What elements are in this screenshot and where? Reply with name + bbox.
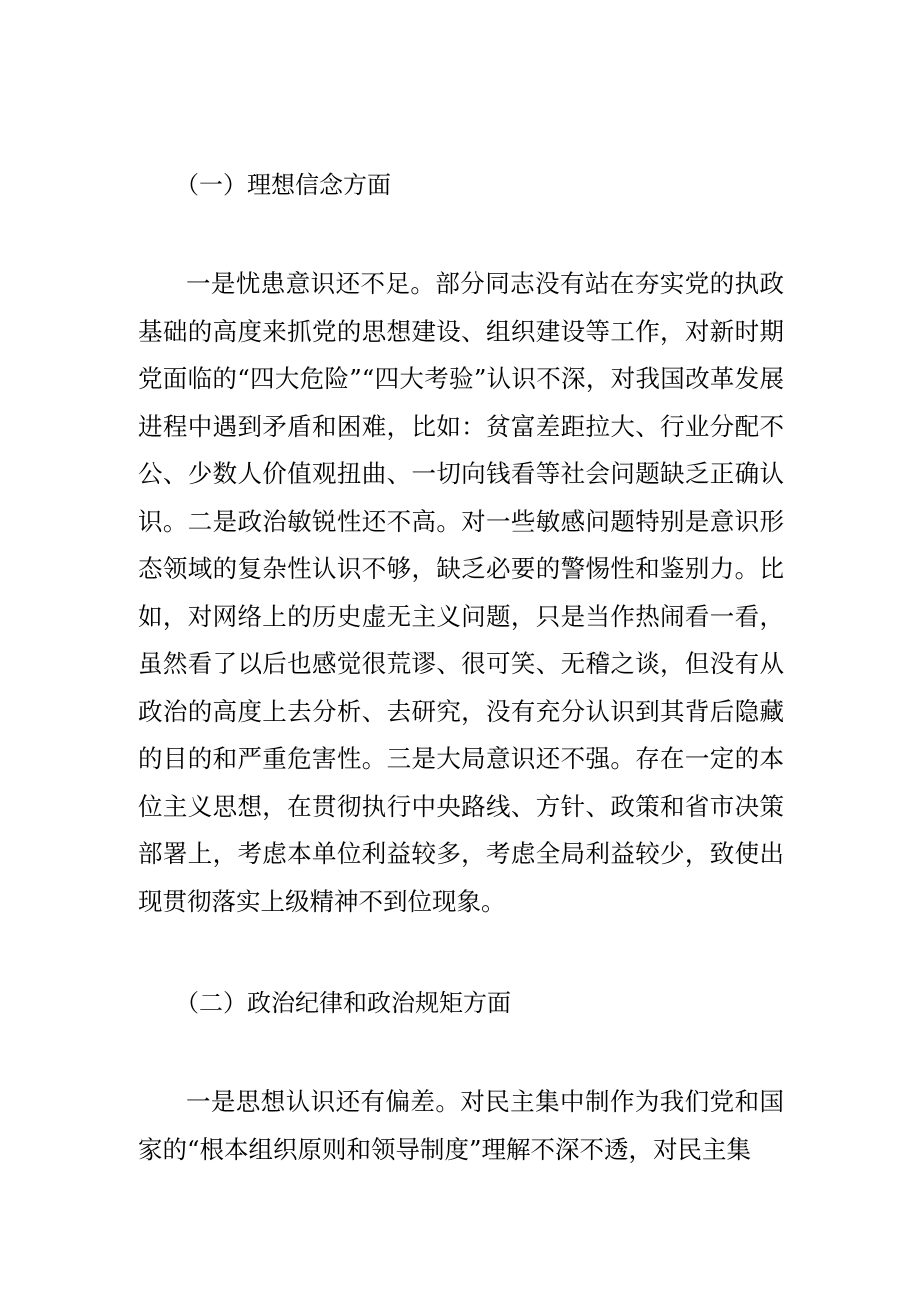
- section-paragraph-1: 一是忧患意识还不足。部分同志没有站在夯实党的执政基础的高度来抓党的思想建设、组织建设等工作，对新时期党面临的“四大危险”“四大考验”认识不深，对我国改革发展进程中遇到矛盾和困难，比如：贫富差距拉大、行业分配不公、少数人价值观扭曲、一切向钱看等社会问题缺乏正确认识。二是政治敏锐性还不高。对一些敏感问题特别是意识形态领域的复杂性认识不够，缺乏必要的警惕性和鉴别力。比如，对网络上的历史虚无主义问题，只是当作热闹看一看，虽然看了以后也感觉很荒谬、很可笑、无稽之谈，但没有从政治的高度上去分析、去研究，没有充分认识到其背后隐藏的目的和严重危害性。三是大局意识还不强。存在一定的本位主义思想，在贯彻执行中央路线、方针、政策和省市决策部署上，考虑本单位利益较多，考虑全局利益较少，致使出现贯彻落实上级精神不到位现象。: [138, 269, 784, 916]
- section-heading-2: （二）政治纪律和政治规矩方面: [175, 989, 511, 1017]
- section-paragraph-2: 一是思想认识还有偏差。对民主集中制作为我们党和国家的“根本组织原则和领导制度”理解不深不透，对民主集: [138, 1087, 784, 1164]
- section-heading-1: （一）理想信念方面: [175, 171, 391, 199]
